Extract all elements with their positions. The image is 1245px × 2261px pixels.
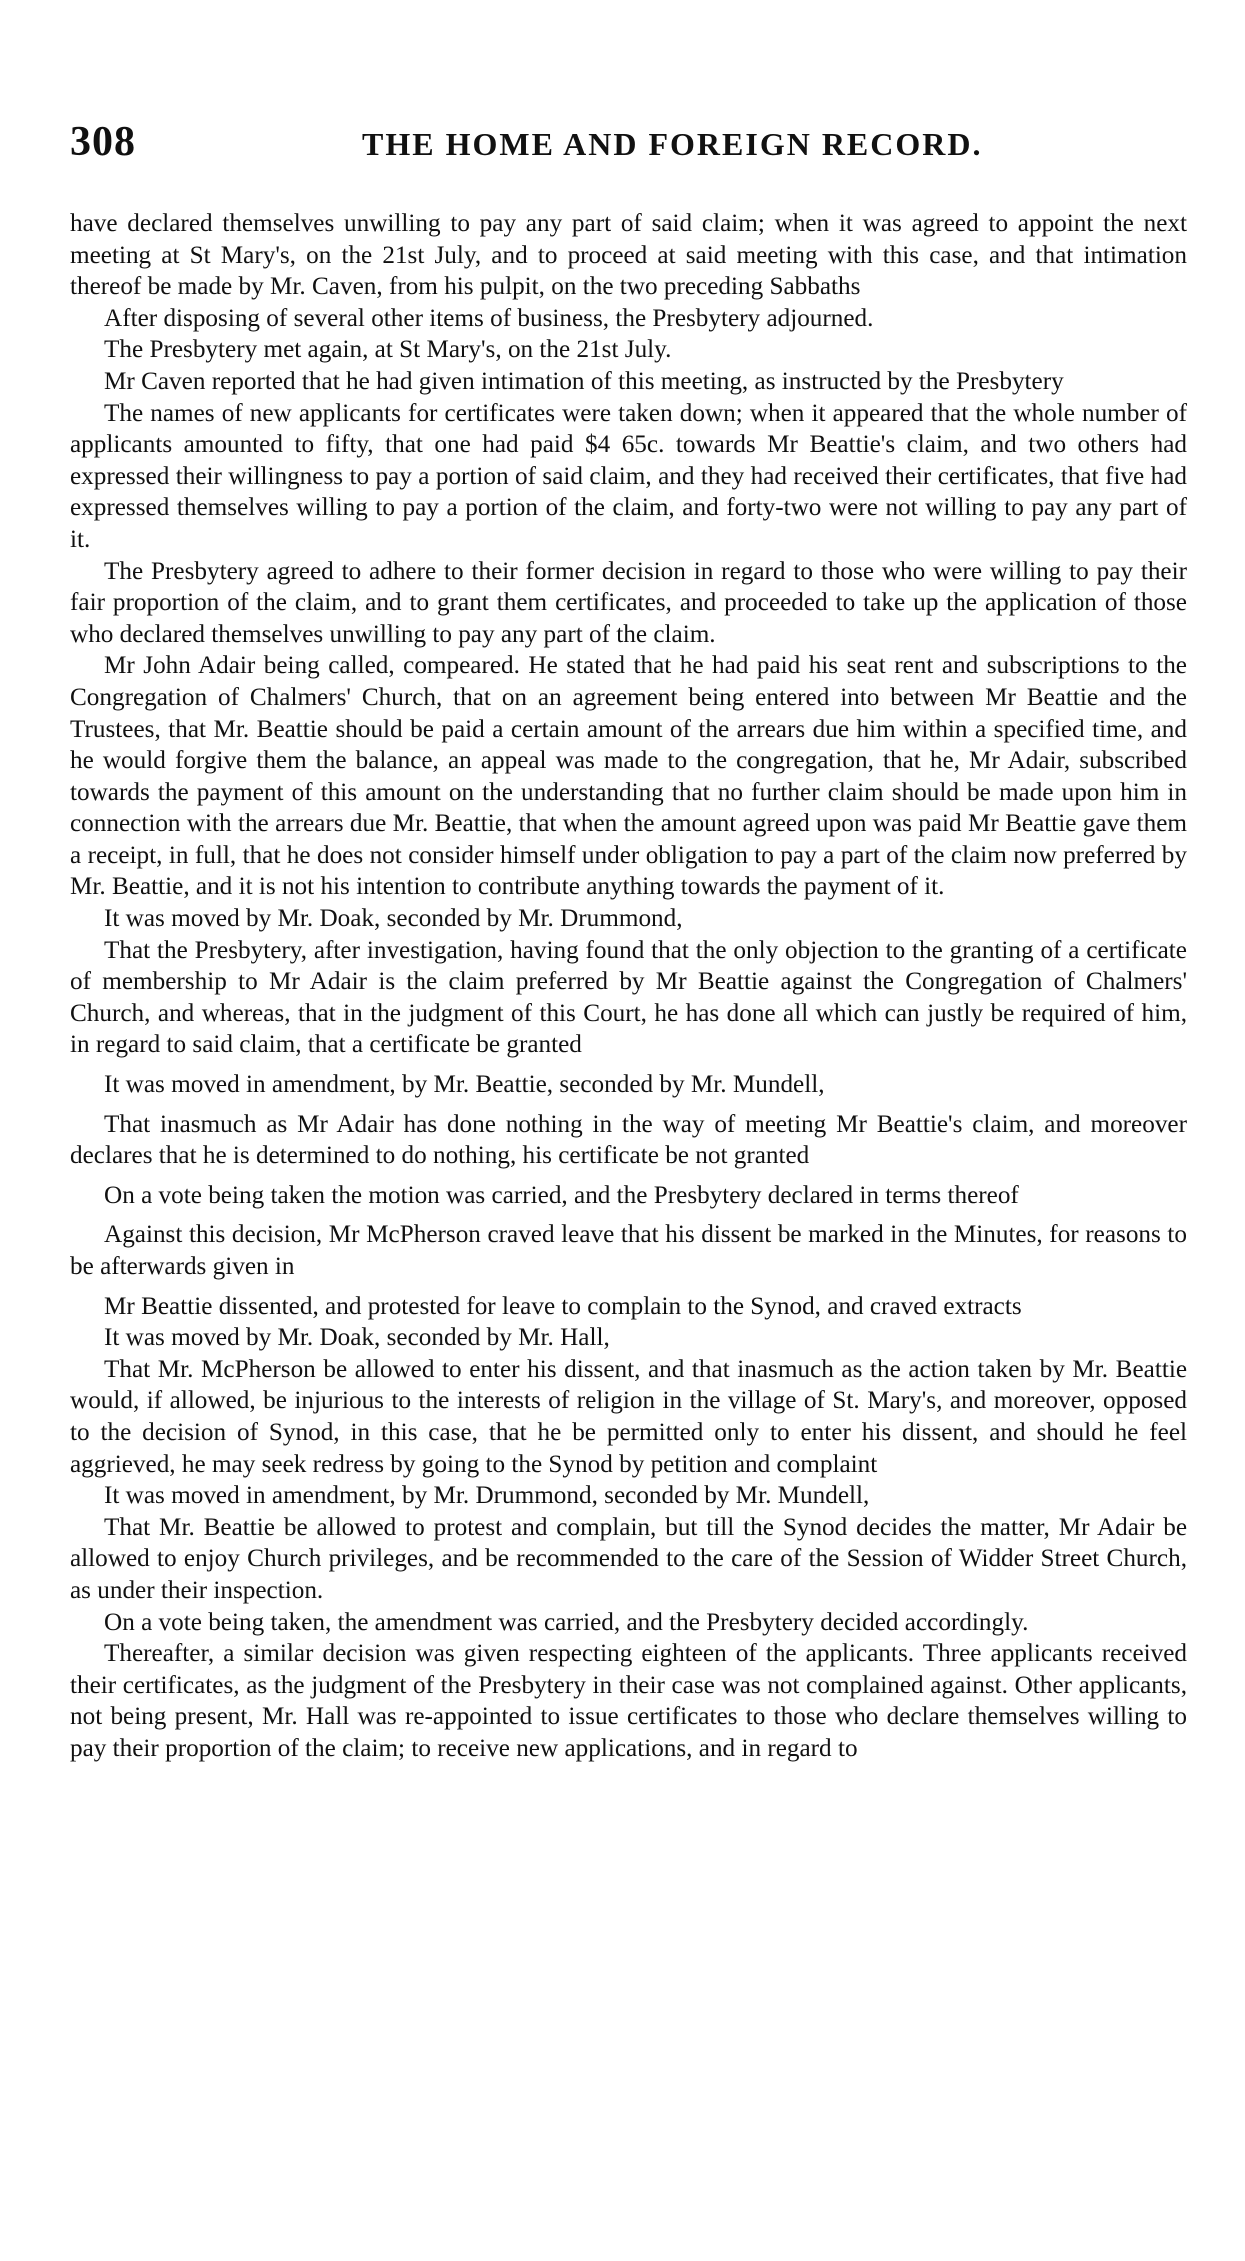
paragraph: Mr John Adair being called, compeared. He stated that he had paid his seat rent and subscriptions to the Congregation of Chalmers' Church, that on an agreement being entered into between Mr Beattie and the Trustees, that Mr. Beattie should be paid a certain amount of the arrears due him within a specified time, and he would forgive them the balance, an appeal was made to the congregation, that he, Mr Adair, subscribed towards the payment of this amount on the understanding that no further claim should be made upon him in connection with the arrears due Mr. Beattie, that when the amount agreed upon was paid Mr Beattie gave them a receipt, in full, that he does not consider himself under obligation to pay a part of the claim now preferred by Mr. Beattie, and it is not his intention to contribute anything towards the payment of it. [70,652,1187,901]
paragraph: It was moved in amendment, by Mr. Drummond, seconded by Mr. Mundell, [104,1482,870,1510]
paragraph: Mr Beattie dissented, and protested for leave to complain to the Synod, and craved extracts [104,1292,1022,1320]
paragraph: It was moved in amendment, by Mr. Beattie, seconded by Mr. Mundell, [104,1071,825,1099]
paragraph: The names of new applicants for certificates were taken down; when it appeared that the whole number of applicants amounted to fifty, that one had paid $4 65c. towards Mr Beattie's claim, and two others had expressed their willingness to pay a portion of said claim, and they had received their certificates, that five had expressed themselves willing to pay a portion of the claim, and forty-two were not willing to pay any part of it. [70,399,1187,553]
paragraph: The Presbytery met again, at St Mary's, on the 21st July. [104,336,672,364]
paragraph: It was moved by Mr. Doak, seconded by Mr. Hall, [104,1324,610,1352]
paragraph: That Mr. Beattie be allowed to protest and complain, but till the Synod decides the matter, Mr Adair be allowed to enjoy Church privileges, and be recommended to the care of the Session of Widder Street Church, as under their inspection. [70,1513,1187,1604]
running-title: THE HOME AND FOREIGN RECORD. [362,126,983,162]
page-header [70,118,1187,166]
paragraph: Mr Caven reported that he had given intimation of this meeting, as instructed by the Presbytery [104,367,1064,395]
body-text [70,208,1187,1765]
page-number: 308 [70,119,136,165]
paragraph: The Presbytery agreed to adhere to their former decision in regard to those who were willing to pay their fair proportion of the claim, and to grant them certificates, and proceeded to take up the application of those who declared themselves unwilling to pay any part of the claim. [70,557,1187,648]
paragraph: After disposing of several other items of business, the Presbytery adjourned. [104,304,874,332]
paragraph: Thereafter, a similar decision was given respecting eighteen of the applicants. Three applicants received their certificates, as the judgment of the Presbytery in their case was not complained against. Other applicants, not being present, Mr. Hall was re-appointed to issue certificates to those who declare themselves willing to pay their proportion of the claim; to receive new applications, and in regard to [70,1640,1187,1762]
paragraph: On a vote being taken, the amendment was carried, and the Presbytery decided accordingly. [104,1608,1029,1636]
paragraph: That the Presbytery, after investigation, having found that the only objection to the granting of a certificate of membership to Mr Adair is the claim preferred by Mr Beattie against the Congregation of Chalmers' Church, and whereas, that in the judgment of this Court, he has done all which can justly be required of him, in regard to said claim, that a certificate be granted [70,936,1187,1059]
paragraph: That Mr. McPherson be allowed to enter his dissent, and that inasmuch as the action taken by Mr. Beattie would, if allowed, be injurious to the interests of religion in the village of St. Mary's, and moreover, opposed to the decision of Synod, in this case, that he be permitted only to enter his dissent, and should he feel aggrieved, he may seek redress by going to the Synod by petition and complaint [70,1355,1187,1478]
paragraph: That inasmuch as Mr Adair has done nothing in the way of meeting Mr Beattie's claim, and moreover declares that he is determined to do nothing, his certificate be not granted [70,1110,1187,1170]
paragraph: have declared themselves unwilling to pay any part of said claim; when it was agreed to appoint the next meeting at St Mary's, on the 21st July, and to proceed at said meeting with this case, and that intimation thereof be made by Mr. Caven, from his pulpit, on the two preceding Sabbaths [70,210,1187,301]
paragraph: Against this decision, Mr McPherson craved leave that his dissent be marked in the Minutes, for reasons to be afterwards given in [70,1221,1187,1280]
paragraph: It was moved by Mr. Doak, seconded by Mr. Drummond, [104,905,683,933]
paragraph: On a vote being taken the motion was carried, and the Presbytery declared in terms thereof [104,1181,1019,1209]
